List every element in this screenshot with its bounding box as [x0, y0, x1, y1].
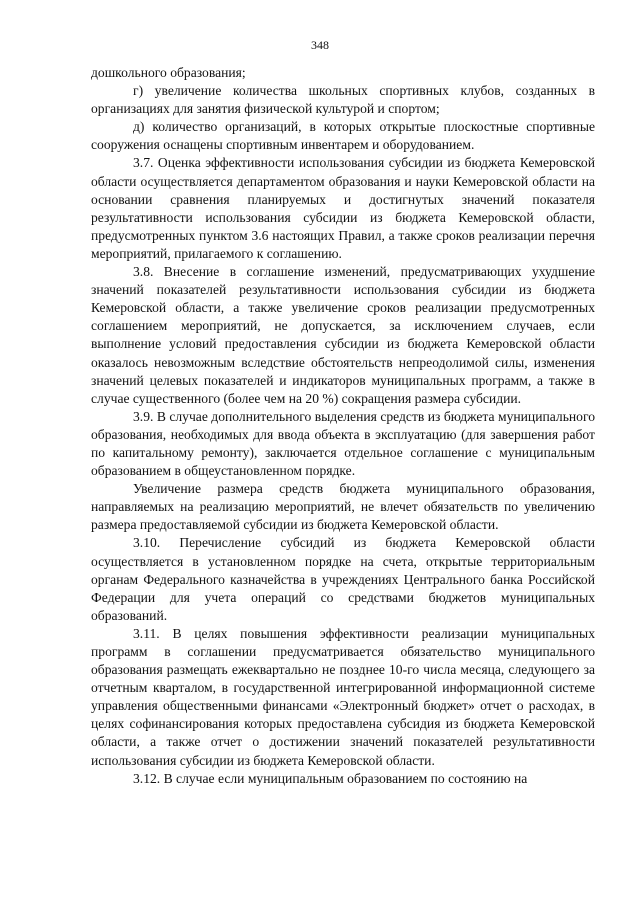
clause-3-9-continuation: Увеличение размера средств бюджета муниципального образования, направляемых на реализацию мероприятий, не влечет обязательств по увеличению размера предоставляемой субсидии из бюджета Кемеровской области. — [91, 481, 595, 533]
clause-3-11: 3.11. В целях повышения эффективности реализации муниципальных программ в соглашении предусматривается обязательство муниципального образования размещать ежеквартально не позднее 10-го числа месяца, следующего за отчетным кварталом, в государственной интегрированной информационной системе управления общественными финансами «Электронный бюджет» отчет о расходах, в целях софинансирования которых предоставлена субсидия из бюджета Кемеровской области, а также отчет о достижении значений показателей результативности использования субсидии из бюджета Кемеровской области. — [91, 625, 595, 768]
document-body — [91, 64, 595, 788]
clause-3-7: 3.7. Оценка эффективности использования субсидии из бюджета Кемеровской области осуществляется департаментом образования и науки Кемеровской области на основании сравнения планируемых и достигнутых значений показателя результативности использования субсидии из бюджета Кемеровской области, предусмотренных пунктом 3.6 настоящих Правил, а также сроков реализации перечня мероприятий, прилагаемого к соглашению. — [91, 155, 595, 261]
list-item-g: г) увеличение количества школьных спортивных клубов, созданных в организациях для занятия физической культурой и спортом; — [91, 83, 595, 117]
clause-3-9: 3.9. В случае дополнительного выделения средств из бюджета муниципального образования, необходимых для ввода объекта в эксплуатацию (для завершения работ по капитальному ремонту), заключается отдельное соглашение с муниципальным образованием в общеустановленном порядке. — [91, 408, 595, 479]
clause-3-10: 3.10. Перечисление субсидий из бюджета Кемеровской области осуществляется в установленном порядке на счета, открытые территориальным органам Федерального казначейства в учреждениях Центрального банка Российской Федерации для учета операций со средствами бюджетов муниципальных образований. — [91, 535, 595, 623]
clause-3-12: 3.12. В случае если муниципальным образованием по состоянию на — [133, 770, 528, 786]
clause-3-8: 3.8. Внесение в соглашение изменений, предусматривающих ухудшение значений показателей результативности использования субсидии из бюджета Кемеровской области, а также увеличение сроков реализации предусмотренных соглашением мероприятий, не допускается, за исключением случаев, если выполнение условий предоставления субсидии из бюджета Кемеровской области оказалось невозможным вследствие обстоятельств непреодолимой силы, изменения значений целевых показателей и индикаторов муниципальных программ, а также в случае существенного (более чем на 20 %) сокращения размера субсидии. — [91, 264, 595, 406]
page-number: 348 — [311, 38, 329, 52]
paragraph-continuation: дошкольного образования; — [91, 65, 246, 80]
list-item-d: д) количество организаций, в которых открытые плоскостные спортивные сооружения оснащены спортивным инвентарем и оборудованием. — [91, 119, 595, 153]
